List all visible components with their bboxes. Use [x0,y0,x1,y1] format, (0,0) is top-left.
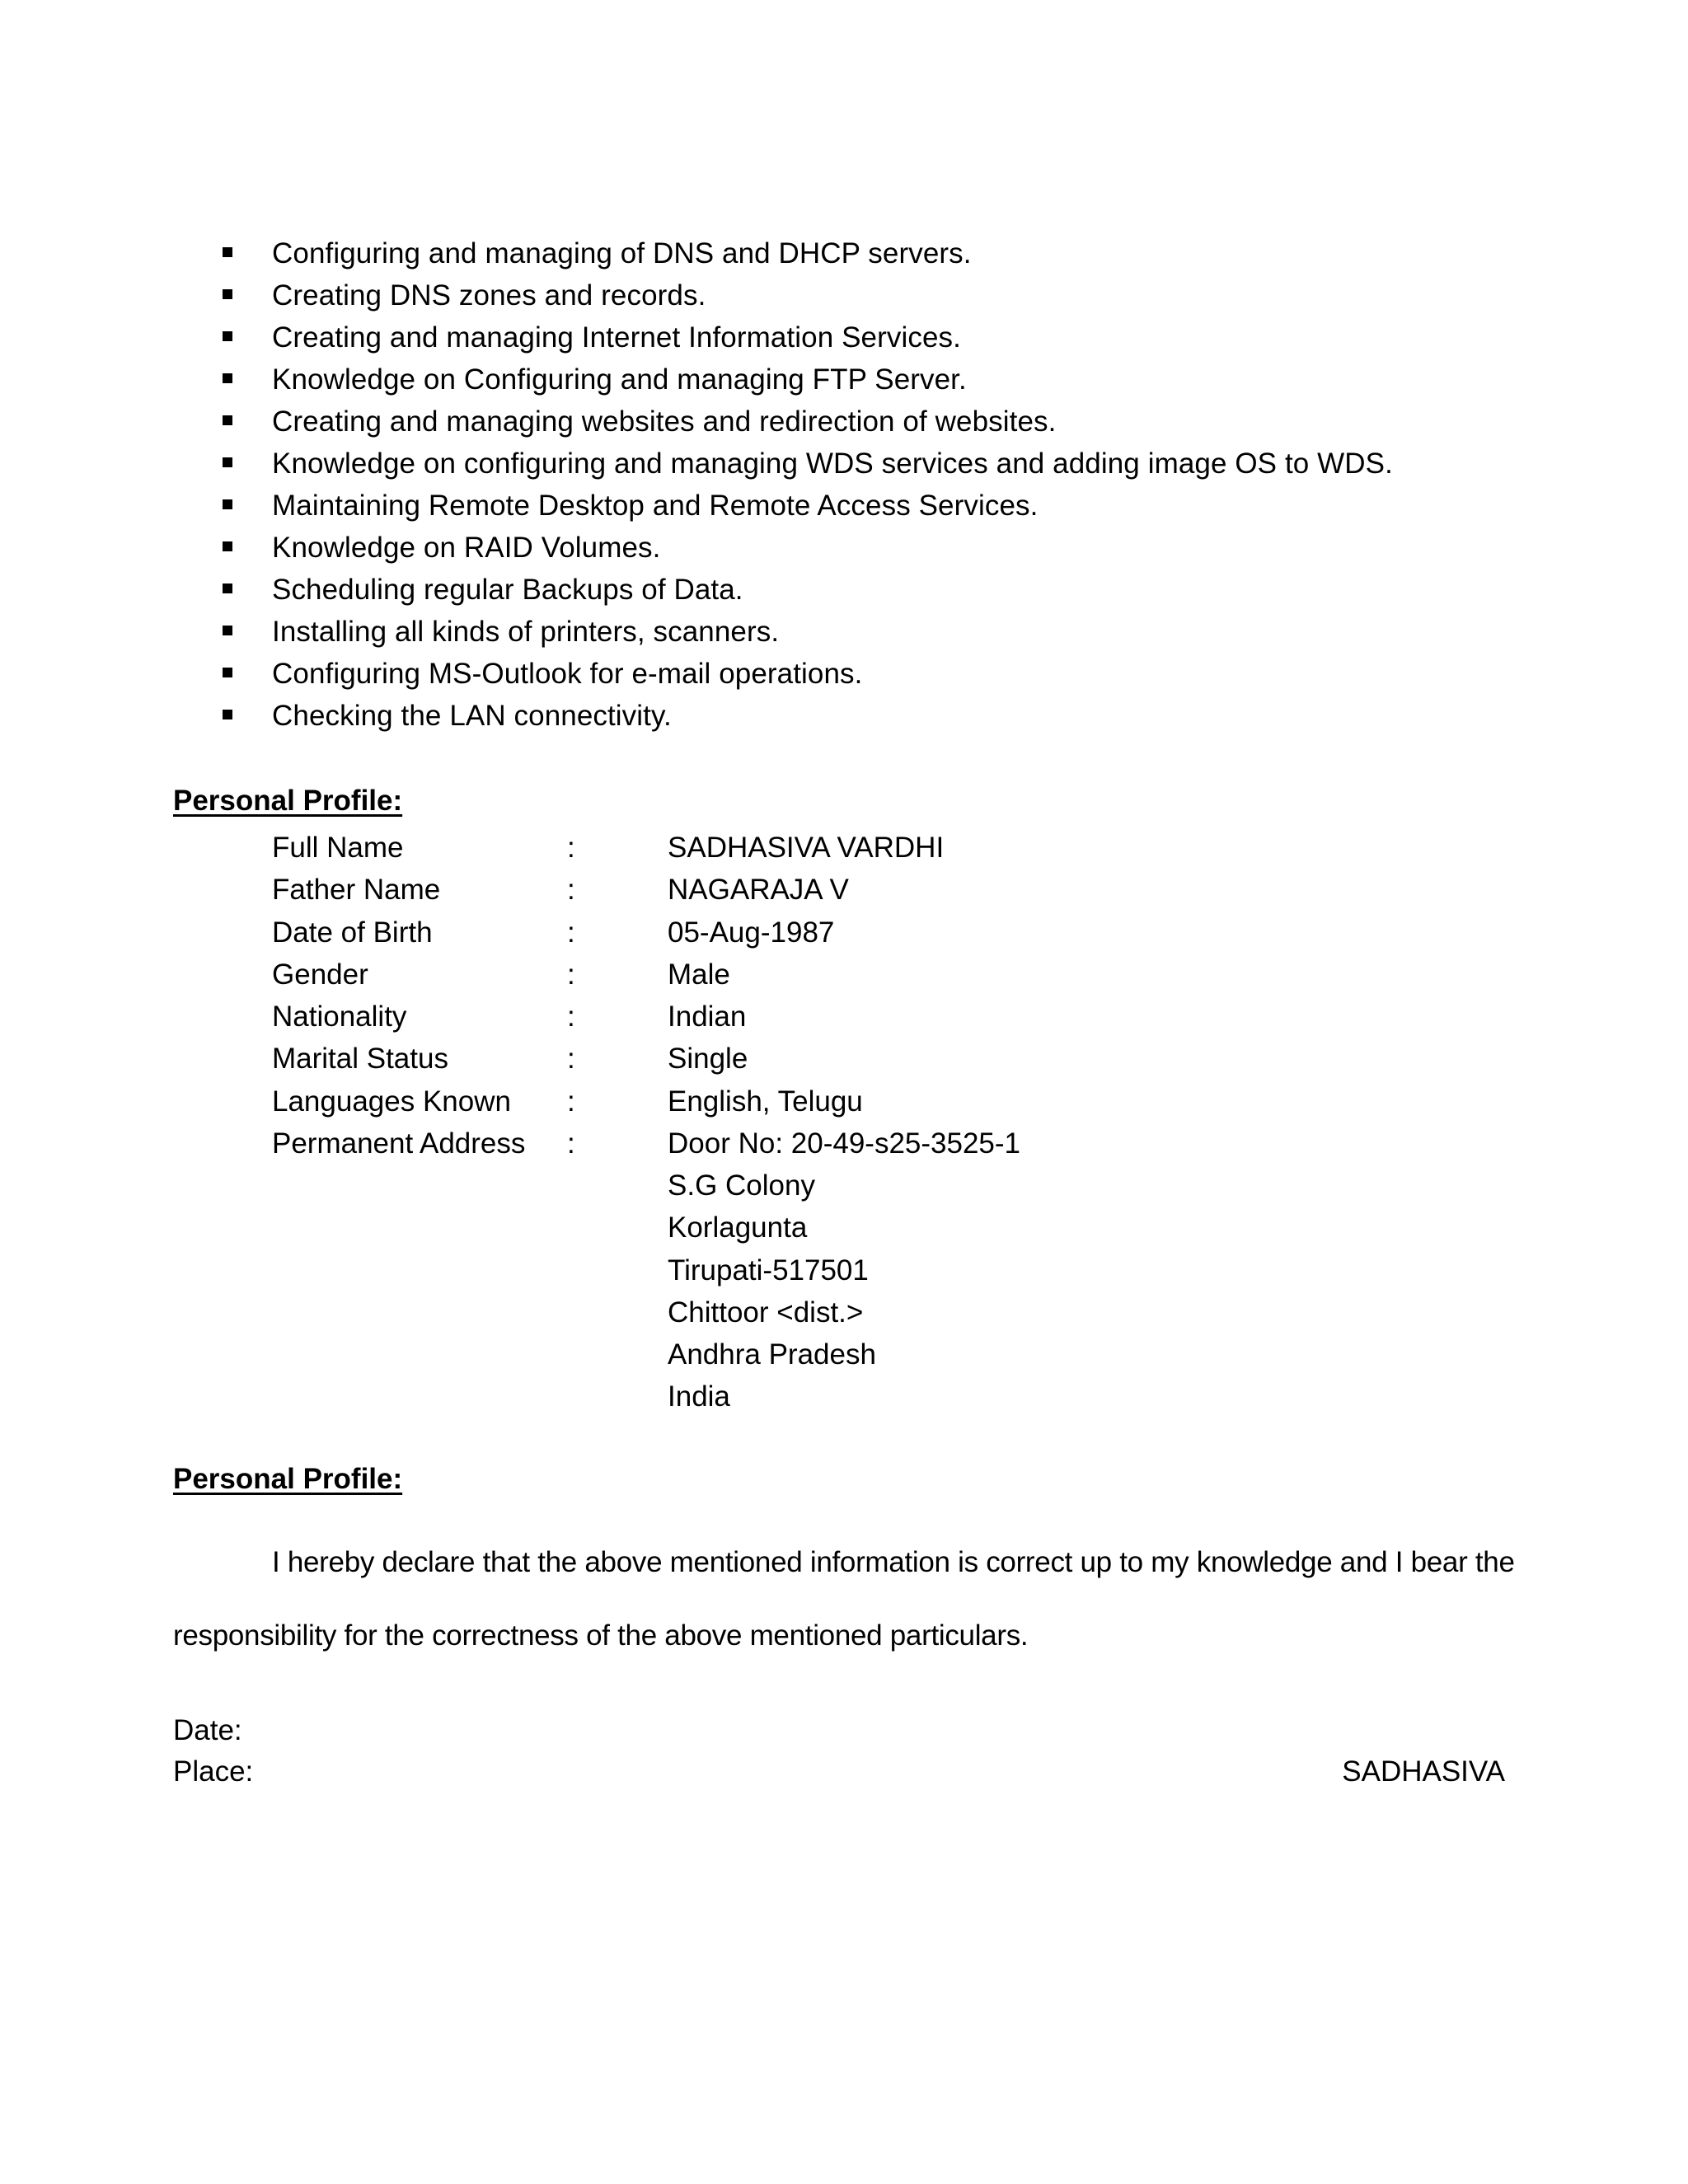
profile-label: Nationality [272,1001,407,1033]
profile-value: Indian [668,1001,747,1033]
date-label: Date: [173,1714,242,1746]
profile-value: 05-Aug-1987 [668,916,835,949]
list-item [223,569,1393,611]
profile-separator: : [567,1085,575,1118]
skill-text: Configuring and managing of DNS and DHCP servers. [272,237,972,269]
skill-text: Checking the LAN connectivity. [272,700,672,732]
declaration-text-line-1: I hereby declare that the above mentioned information is correct up to my knowledge and I bear the [272,1546,1515,1578]
list-item [223,232,1393,274]
list-item [223,359,1393,401]
square-bullet-icon [223,541,232,551]
address-line: Andhra Pradesh [668,1338,876,1371]
profile-value: Male [668,958,730,991]
square-bullet-icon [223,499,232,509]
list-item [223,443,1393,485]
skill-text: Knowledge on RAID Volumes. [272,532,661,564]
skill-text: Creating DNS zones and records. [272,279,706,312]
profile-value: NAGARAJA V [668,874,849,907]
profile-separator: : [567,958,575,991]
square-bullet-icon [223,415,232,425]
address-lines [668,1165,876,1418]
profile-value: Door No: 20-49-s25-3525-1 [668,1127,1021,1160]
skill-text: Configuring MS-Outlook for e-mail operations. [272,658,863,690]
address-line: Tirupati-517501 [668,1254,869,1286]
declaration-heading: Personal Profile: [173,1463,403,1495]
profile-separator: : [567,874,575,907]
personal-profile-heading: Personal Profile: [173,785,403,817]
profile-label: Languages Known [272,1085,511,1118]
skill-text: Installing all kinds of printers, scanners. [272,616,780,648]
list-item [223,274,1393,316]
profile-label: Gender [272,958,368,991]
profile-label: Marital Status [272,1043,448,1076]
square-bullet-icon [223,668,232,677]
address-line: India [668,1380,730,1413]
list-item [223,527,1393,569]
skill-text: Scheduling regular Backups of Data. [272,574,743,606]
skill-text: Knowledge on Configuring and managing FTP Server. [272,363,967,396]
place-label: Place: [173,1755,254,1788]
list-item [223,401,1393,443]
profile-label: Date of Birth [272,916,433,949]
square-bullet-icon [223,583,232,593]
profile-separator: : [567,1043,575,1076]
square-bullet-icon [223,710,232,719]
square-bullet-icon [223,457,232,467]
profile-separator: : [567,1001,575,1033]
declaration-text-line-2: responsibility for the correctness of the above mentioned particulars. [173,1619,1029,1652]
list-item [223,485,1393,527]
profile-separator: : [567,1127,575,1160]
address-line: Chittoor <dist.> [668,1296,864,1329]
list-item [223,695,1393,737]
address-line: S.G Colony [668,1169,815,1202]
profile-label: Father Name [272,874,441,907]
square-bullet-icon [223,289,232,299]
skill-text: Maintaining Remote Desktop and Remote Access Services. [272,490,1039,522]
list-item [223,316,1393,359]
profile-value: Single [668,1043,748,1076]
profile-value: English, Telugu [668,1085,863,1118]
square-bullet-icon [223,331,232,341]
signature-name: SADHASIVA [1342,1755,1505,1788]
skill-text: Creating and managing websites and redirection of websites. [272,405,1057,438]
address-line: Korlagunta [668,1212,808,1244]
profile-label: Full Name [272,832,404,864]
skill-text: Knowledge on configuring and managing WDS services and adding image OS to WDS. [272,448,1393,480]
skill-text: Creating and managing Internet Information Services. [272,321,961,354]
square-bullet-icon [223,247,232,257]
list-item [223,611,1393,653]
square-bullet-icon [223,626,232,635]
list-item [223,653,1393,695]
profile-separator: : [567,916,575,949]
profile-separator: : [567,832,575,864]
skills-list [223,232,1393,737]
profile-value: SADHASIVA VARDHI [668,832,945,864]
profile-label: Permanent Address [272,1127,526,1160]
square-bullet-icon [223,373,232,383]
